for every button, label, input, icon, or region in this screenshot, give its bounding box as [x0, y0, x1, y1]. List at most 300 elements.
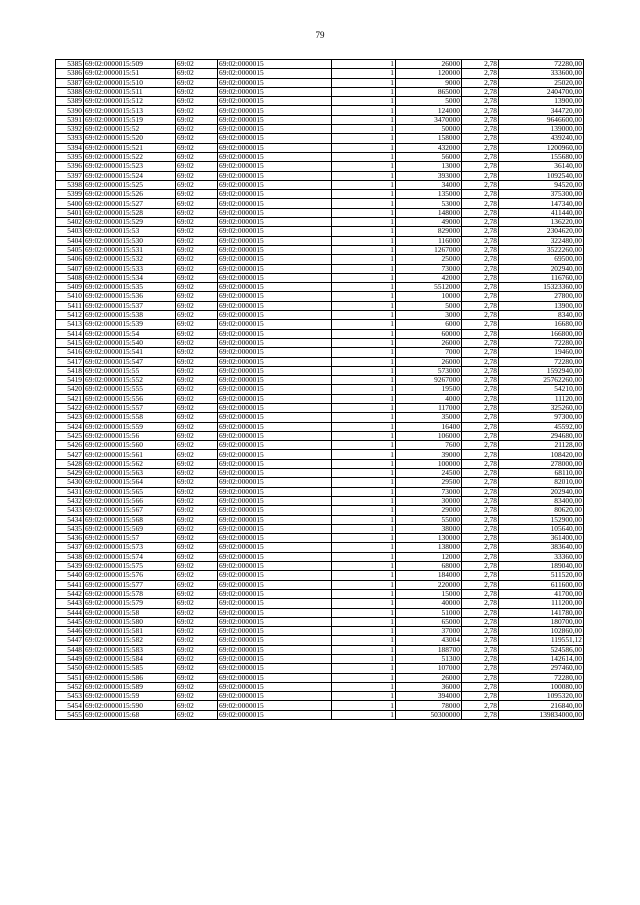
area-cell: 107000: [396, 664, 462, 673]
cadastral-block-cell: 69:02:0000015: [218, 366, 332, 375]
area-cell: 40000: [396, 599, 462, 608]
row-number-cell: 5441: [56, 580, 84, 589]
count-cell: 1: [332, 627, 396, 636]
rate-cell: 2,78: [462, 608, 499, 617]
count-cell: 1: [332, 636, 396, 645]
cadastral-number-cell: 69:02:0000015:68: [84, 710, 176, 719]
rate-cell: 2,78: [462, 357, 499, 366]
rate-cell: 2,78: [462, 301, 499, 310]
cadastral-block-cell: 69:02:0000015: [218, 441, 332, 450]
table-row: [56, 655, 584, 664]
area-cell: 573000: [396, 366, 462, 375]
count-cell: 1: [332, 199, 396, 208]
cadastral-value-cell: 72280,00: [499, 60, 584, 69]
count-cell: 1: [332, 171, 396, 180]
row-number-cell: 5388: [56, 87, 84, 96]
district-code-cell: 69:02: [176, 496, 218, 505]
rate-cell: 2,78: [462, 441, 499, 450]
cadastral-number-cell: 69:02:0000015:552: [84, 376, 176, 385]
district-code-cell: 69:02: [176, 664, 218, 673]
rate-cell: 2,78: [462, 580, 499, 589]
row-number-cell: 5448: [56, 645, 84, 654]
table-row: [56, 580, 584, 589]
cadastral-number-cell: 69:02:0000015:581: [84, 627, 176, 636]
district-code-cell: 69:02: [176, 506, 218, 515]
table-row: [56, 506, 584, 515]
table-row: [56, 682, 584, 691]
district-code-cell: 69:02: [176, 627, 218, 636]
area-cell: 9267000: [396, 376, 462, 385]
cadastral-value-cell: 54210,00: [499, 385, 584, 394]
table-row: [56, 562, 584, 571]
cadastral-block-cell: 69:02:0000015: [218, 645, 332, 654]
count-cell: 1: [332, 60, 396, 69]
cadastral-value-cell: 2304620,00: [499, 227, 584, 236]
count-cell: 1: [332, 264, 396, 273]
area-cell: 37000: [396, 627, 462, 636]
area-cell: 7600: [396, 441, 462, 450]
cadastral-number-cell: 69:02:0000015:547: [84, 357, 176, 366]
row-number-cell: 5394: [56, 143, 84, 152]
row-number-cell: 5386: [56, 69, 84, 78]
cadastral-number-cell: 69:02:0000015:561: [84, 450, 176, 459]
cadastral-value-cell: 344720,00: [499, 106, 584, 115]
area-cell: 60000: [396, 329, 462, 338]
cadastral-number-cell: 69:02:0000015:559: [84, 422, 176, 431]
cadastral-value-cell: 297460,00: [499, 664, 584, 673]
area-cell: 120000: [396, 69, 462, 78]
cadastral-block-cell: 69:02:0000015: [218, 692, 332, 701]
rate-cell: 2,78: [462, 106, 499, 115]
cadastral-block-cell: 69:02:0000015: [218, 599, 332, 608]
rate-cell: 2,78: [462, 87, 499, 96]
cadastral-value-cell: 72280,00: [499, 338, 584, 347]
rate-cell: 2,78: [462, 78, 499, 87]
count-cell: 1: [332, 524, 396, 533]
cadastral-block-cell: 69:02:0000015: [218, 394, 332, 403]
cadastral-value-cell: 142614,00: [499, 655, 584, 664]
row-number-cell: 5443: [56, 599, 84, 608]
cadastral-value-cell: 16680,00: [499, 320, 584, 329]
table-row: [56, 208, 584, 217]
rate-cell: 2,78: [462, 320, 499, 329]
count-cell: 1: [332, 552, 396, 561]
row-number-cell: 5385: [56, 60, 84, 69]
area-cell: 55000: [396, 515, 462, 524]
row-number-cell: 5446: [56, 627, 84, 636]
cadastral-number-cell: 69:02:0000015:557: [84, 403, 176, 412]
row-number-cell: 5391: [56, 115, 84, 124]
district-code-cell: 69:02: [176, 599, 218, 608]
count-cell: 1: [332, 69, 396, 78]
cadastral-number-cell: 69:02:0000015:584: [84, 655, 176, 664]
table-row: [56, 552, 584, 561]
area-cell: 865000: [396, 87, 462, 96]
row-number-cell: 5417: [56, 357, 84, 366]
district-code-cell: 69:02: [176, 478, 218, 487]
rate-cell: 2,78: [462, 97, 499, 106]
table-row: [56, 227, 584, 236]
cadastral-value-cell: 69500,00: [499, 255, 584, 264]
cadastral-value-cell: 294680,00: [499, 431, 584, 440]
cadastral-block-cell: 69:02:0000015: [218, 562, 332, 571]
cadastral-value-cell: 11120,00: [499, 394, 584, 403]
cadastral-number-cell: 69:02:0000015:558: [84, 413, 176, 422]
cadastral-block-cell: 69:02:0000015: [218, 78, 332, 87]
rate-cell: 2,78: [462, 338, 499, 347]
cadastral-value-cell: 189040,00: [499, 562, 584, 571]
cadastral-number-cell: 69:02:0000015:539: [84, 320, 176, 329]
area-cell: 3000: [396, 311, 462, 320]
table-row: [56, 171, 584, 180]
rate-cell: 2,78: [462, 710, 499, 719]
cadastral-block-cell: 69:02:0000015: [218, 636, 332, 645]
area-cell: 1267000: [396, 245, 462, 254]
district-code-cell: 69:02: [176, 515, 218, 524]
cadastral-block-cell: 69:02:0000015: [218, 580, 332, 589]
row-number-cell: 5402: [56, 218, 84, 227]
cadastral-number-cell: 69:02:0000015:555: [84, 385, 176, 394]
area-cell: 25000: [396, 255, 462, 264]
table-row: [56, 589, 584, 598]
rate-cell: 2,78: [462, 478, 499, 487]
rate-cell: 2,78: [462, 180, 499, 189]
count-cell: 1: [332, 292, 396, 301]
cadastral-block-cell: 69:02:0000015: [218, 524, 332, 533]
cadastral-number-cell: 69:02:0000015:532: [84, 255, 176, 264]
table-row: [56, 115, 584, 124]
row-number-cell: 5452: [56, 682, 84, 691]
cadastral-number-cell: 69:02:0000015:590: [84, 701, 176, 710]
count-cell: 1: [332, 589, 396, 598]
table-row: [56, 273, 584, 282]
cadastral-value-cell: 15323360,00: [499, 283, 584, 292]
table-row: [56, 543, 584, 552]
table-row: [56, 125, 584, 134]
area-cell: 188700: [396, 645, 462, 654]
area-cell: 829000: [396, 227, 462, 236]
rate-cell: 2,78: [462, 60, 499, 69]
cadastral-block-cell: 69:02:0000015: [218, 422, 332, 431]
rate-cell: 2,78: [462, 617, 499, 626]
cadastral-value-cell: 13900,00: [499, 301, 584, 310]
area-cell: 5000: [396, 97, 462, 106]
cadastral-block-cell: 69:02:0000015: [218, 617, 332, 626]
area-cell: 12000: [396, 552, 462, 561]
cadastral-block-cell: 69:02:0000015: [218, 152, 332, 161]
table-row: [56, 627, 584, 636]
cadastral-number-cell: 69:02:0000015:538: [84, 311, 176, 320]
cadastral-number-cell: 69:02:0000015:563: [84, 469, 176, 478]
table-row: [56, 366, 584, 375]
cadastral-number-cell: 69:02:0000015:528: [84, 208, 176, 217]
cadastral-value-cell: 147340,00: [499, 199, 584, 208]
count-cell: 1: [332, 152, 396, 161]
rate-cell: 2,78: [462, 366, 499, 375]
table-row: [56, 97, 584, 106]
row-number-cell: 5420: [56, 385, 84, 394]
cadastral-block-cell: 69:02:0000015: [218, 376, 332, 385]
area-cell: 148000: [396, 208, 462, 217]
table-row: [56, 143, 584, 152]
cadastral-block-cell: 69:02:0000015: [218, 125, 332, 134]
row-number-cell: 5398: [56, 180, 84, 189]
district-code-cell: 69:02: [176, 413, 218, 422]
table-row: [56, 264, 584, 273]
district-code-cell: 69:02: [176, 255, 218, 264]
count-cell: 1: [332, 255, 396, 264]
cadastral-number-cell: 69:02:0000015:520: [84, 134, 176, 143]
table-row: [56, 478, 584, 487]
area-cell: 50000: [396, 125, 462, 134]
district-code-cell: 69:02: [176, 645, 218, 654]
rate-cell: 2,78: [462, 348, 499, 357]
table-row: [56, 394, 584, 403]
district-code-cell: 69:02: [176, 394, 218, 403]
row-number-cell: 5424: [56, 422, 84, 431]
row-number-cell: 5404: [56, 236, 84, 245]
row-number-cell: 5400: [56, 199, 84, 208]
cadastral-number-cell: 69:02:0000015:560: [84, 441, 176, 450]
cadastral-value-cell: 33360,00: [499, 552, 584, 561]
rate-cell: 2,78: [462, 376, 499, 385]
count-cell: 1: [332, 87, 396, 96]
district-code-cell: 69:02: [176, 208, 218, 217]
table-row: [56, 87, 584, 96]
cadastral-block-cell: 69:02:0000015: [218, 199, 332, 208]
cadastral-value-cell: 278000,00: [499, 459, 584, 468]
cadastral-block-cell: 69:02:0000015: [218, 478, 332, 487]
cadastral-block-cell: 69:02:0000015: [218, 87, 332, 96]
cadastral-number-cell: 69:02:0000015:52: [84, 125, 176, 134]
table-row: [56, 524, 584, 533]
rate-cell: 2,78: [462, 152, 499, 161]
cadastral-value-cell: 375300,00: [499, 190, 584, 199]
table-row: [56, 459, 584, 468]
cadastral-value-cell: 80620,00: [499, 506, 584, 515]
row-number-cell: 5449: [56, 655, 84, 664]
rate-cell: 2,78: [462, 655, 499, 664]
cadastral-block-cell: 69:02:0000015: [218, 329, 332, 338]
cadastral-number-cell: 69:02:0000015:583: [84, 645, 176, 654]
district-code-cell: 69:02: [176, 441, 218, 450]
count-cell: 1: [332, 617, 396, 626]
table-row: [56, 608, 584, 617]
cadastral-number-cell: 69:02:0000015:562: [84, 459, 176, 468]
row-number-cell: 5454: [56, 701, 84, 710]
rate-cell: 2,78: [462, 469, 499, 478]
row-number-cell: 5405: [56, 245, 84, 254]
cadastral-number-cell: 69:02:0000015:566: [84, 496, 176, 505]
district-code-cell: 69:02: [176, 459, 218, 468]
count-cell: 1: [332, 478, 396, 487]
count-cell: 1: [332, 385, 396, 394]
row-number-cell: 5421: [56, 394, 84, 403]
count-cell: 1: [332, 515, 396, 524]
rate-cell: 2,78: [462, 329, 499, 338]
cadastral-block-cell: 69:02:0000015: [218, 469, 332, 478]
rate-cell: 2,78: [462, 162, 499, 171]
rate-cell: 2,78: [462, 599, 499, 608]
cadastral-value-cell: 68110,00: [499, 469, 584, 478]
row-number-cell: 5434: [56, 515, 84, 524]
count-cell: 1: [332, 701, 396, 710]
cadastral-value-cell: 136220,00: [499, 218, 584, 227]
district-code-cell: 69:02: [176, 469, 218, 478]
area-cell: 34000: [396, 180, 462, 189]
cadastral-value-cell: 111200,00: [499, 599, 584, 608]
cadastral-number-cell: 69:02:0000015:51: [84, 69, 176, 78]
table-row: [56, 338, 584, 347]
row-number-cell: 5435: [56, 524, 84, 533]
district-code-cell: 69:02: [176, 143, 218, 152]
rate-cell: 2,78: [462, 283, 499, 292]
table-row: [56, 701, 584, 710]
count-cell: 1: [332, 599, 396, 608]
cadastral-block-cell: 69:02:0000015: [218, 190, 332, 199]
district-code-cell: 69:02: [176, 673, 218, 682]
rate-cell: 2,78: [462, 385, 499, 394]
cadastral-number-cell: 69:02:0000015:509: [84, 60, 176, 69]
area-cell: 29500: [396, 478, 462, 487]
rate-cell: 2,78: [462, 273, 499, 282]
cadastral-value-cell: 2404700,00: [499, 87, 584, 96]
cadastral-number-cell: 69:02:0000015:519: [84, 115, 176, 124]
rate-cell: 2,78: [462, 515, 499, 524]
count-cell: 1: [332, 655, 396, 664]
district-code-cell: 69:02: [176, 180, 218, 189]
area-cell: 65000: [396, 617, 462, 626]
cadastral-value-cell: 322480,00: [499, 236, 584, 245]
table-row: [56, 385, 584, 394]
row-number-cell: 5412: [56, 311, 84, 320]
table-row: [56, 645, 584, 654]
district-code-cell: 69:02: [176, 403, 218, 412]
cadastral-number-cell: 69:02:0000015:568: [84, 515, 176, 524]
cadastral-value-cell: 72280,00: [499, 357, 584, 366]
district-code-cell: 69:02: [176, 385, 218, 394]
cadastral-value-cell: 439240,00: [499, 134, 584, 143]
table-row: [56, 422, 584, 431]
cadastral-block-cell: 69:02:0000015: [218, 255, 332, 264]
area-cell: 117000: [396, 403, 462, 412]
row-number-cell: 5397: [56, 171, 84, 180]
count-cell: 1: [332, 645, 396, 654]
area-cell: 42000: [396, 273, 462, 282]
area-cell: 4000: [396, 394, 462, 403]
cadastral-value-cell: 1092540,00: [499, 171, 584, 180]
count-cell: 1: [332, 459, 396, 468]
area-cell: 26000: [396, 673, 462, 682]
cadastral-number-cell: 69:02:0000015:531: [84, 245, 176, 254]
row-number-cell: 5411: [56, 301, 84, 310]
cadastral-value-cell: 82010,00: [499, 478, 584, 487]
district-code-cell: 69:02: [176, 534, 218, 543]
cadastral-number-cell: 69:02:0000015:574: [84, 552, 176, 561]
cadastral-block-cell: 69:02:0000015: [218, 218, 332, 227]
district-code-cell: 69:02: [176, 97, 218, 106]
district-code-cell: 69:02: [176, 283, 218, 292]
cadastral-value-cell: 19460,00: [499, 348, 584, 357]
cadastral-number-cell: 69:02:0000015:55: [84, 366, 176, 375]
rate-cell: 2,78: [462, 524, 499, 533]
table-row: [56, 571, 584, 580]
count-cell: 1: [332, 366, 396, 375]
row-number-cell: 5427: [56, 450, 84, 459]
count-cell: 1: [332, 450, 396, 459]
cadastral-value-cell: 1200960,00: [499, 143, 584, 152]
rate-cell: 2,78: [462, 292, 499, 301]
cadastral-number-cell: 69:02:0000015:513: [84, 106, 176, 115]
count-cell: 1: [332, 571, 396, 580]
cadastral-value-cell: 411440,00: [499, 208, 584, 217]
rate-cell: 2,78: [462, 543, 499, 552]
cadastral-number-cell: 69:02:0000015:525: [84, 180, 176, 189]
row-number-cell: 5431: [56, 487, 84, 496]
row-number-cell: 5437: [56, 543, 84, 552]
table-row: [56, 403, 584, 412]
row-number-cell: 5426: [56, 441, 84, 450]
cadastral-block-cell: 69:02:0000015: [218, 320, 332, 329]
cadastral-number-cell: 69:02:0000015:569: [84, 524, 176, 533]
table-row: [56, 673, 584, 682]
cadastral-block-cell: 69:02:0000015: [218, 236, 332, 245]
cadastral-block-cell: 69:02:0000015: [218, 180, 332, 189]
count-cell: 1: [332, 487, 396, 496]
district-code-cell: 69:02: [176, 571, 218, 580]
count-cell: 1: [332, 311, 396, 320]
row-number-cell: 5425: [56, 431, 84, 440]
count-cell: 1: [332, 534, 396, 543]
cadastral-block-cell: 69:02:0000015: [218, 283, 332, 292]
row-number-cell: 5407: [56, 264, 84, 273]
cadastral-block-cell: 69:02:0000015: [218, 506, 332, 515]
count-cell: 1: [332, 245, 396, 254]
table-row: [56, 292, 584, 301]
rate-cell: 2,78: [462, 245, 499, 254]
count-cell: 1: [332, 162, 396, 171]
table-row: [56, 469, 584, 478]
row-number-cell: 5447: [56, 636, 84, 645]
district-code-cell: 69:02: [176, 69, 218, 78]
cadastral-value-cell: 333600,00: [499, 69, 584, 78]
cadastral-block-cell: 69:02:0000015: [218, 162, 332, 171]
area-cell: 13000: [396, 162, 462, 171]
cadastral-value-cell: 27800,00: [499, 292, 584, 301]
area-cell: 43004: [396, 636, 462, 645]
table-row: [56, 180, 584, 189]
count-cell: 1: [332, 115, 396, 124]
area-cell: 100000: [396, 459, 462, 468]
count-cell: 1: [332, 394, 396, 403]
cadastral-block-cell: 69:02:0000015: [218, 292, 332, 301]
district-code-cell: 69:02: [176, 357, 218, 366]
district-code-cell: 69:02: [176, 78, 218, 87]
cadastral-value-cell: 166800,00: [499, 329, 584, 338]
row-number-cell: 5439: [56, 562, 84, 571]
cadastral-number-cell: 69:02:0000015:565: [84, 487, 176, 496]
row-number-cell: 5413: [56, 320, 84, 329]
cadastral-number-cell: 69:02:0000015:530: [84, 236, 176, 245]
cadastral-number-cell: 69:02:0000015:582: [84, 636, 176, 645]
cadastral-number-cell: 69:02:0000015:526: [84, 190, 176, 199]
rate-cell: 2,78: [462, 645, 499, 654]
cadastral-number-cell: 69:02:0000015:535: [84, 283, 176, 292]
area-cell: 16400: [396, 422, 462, 431]
cadastral-number-cell: 69:02:0000015:585: [84, 664, 176, 673]
district-code-cell: 69:02: [176, 273, 218, 282]
cadastral-value-cell: 72280,00: [499, 673, 584, 682]
